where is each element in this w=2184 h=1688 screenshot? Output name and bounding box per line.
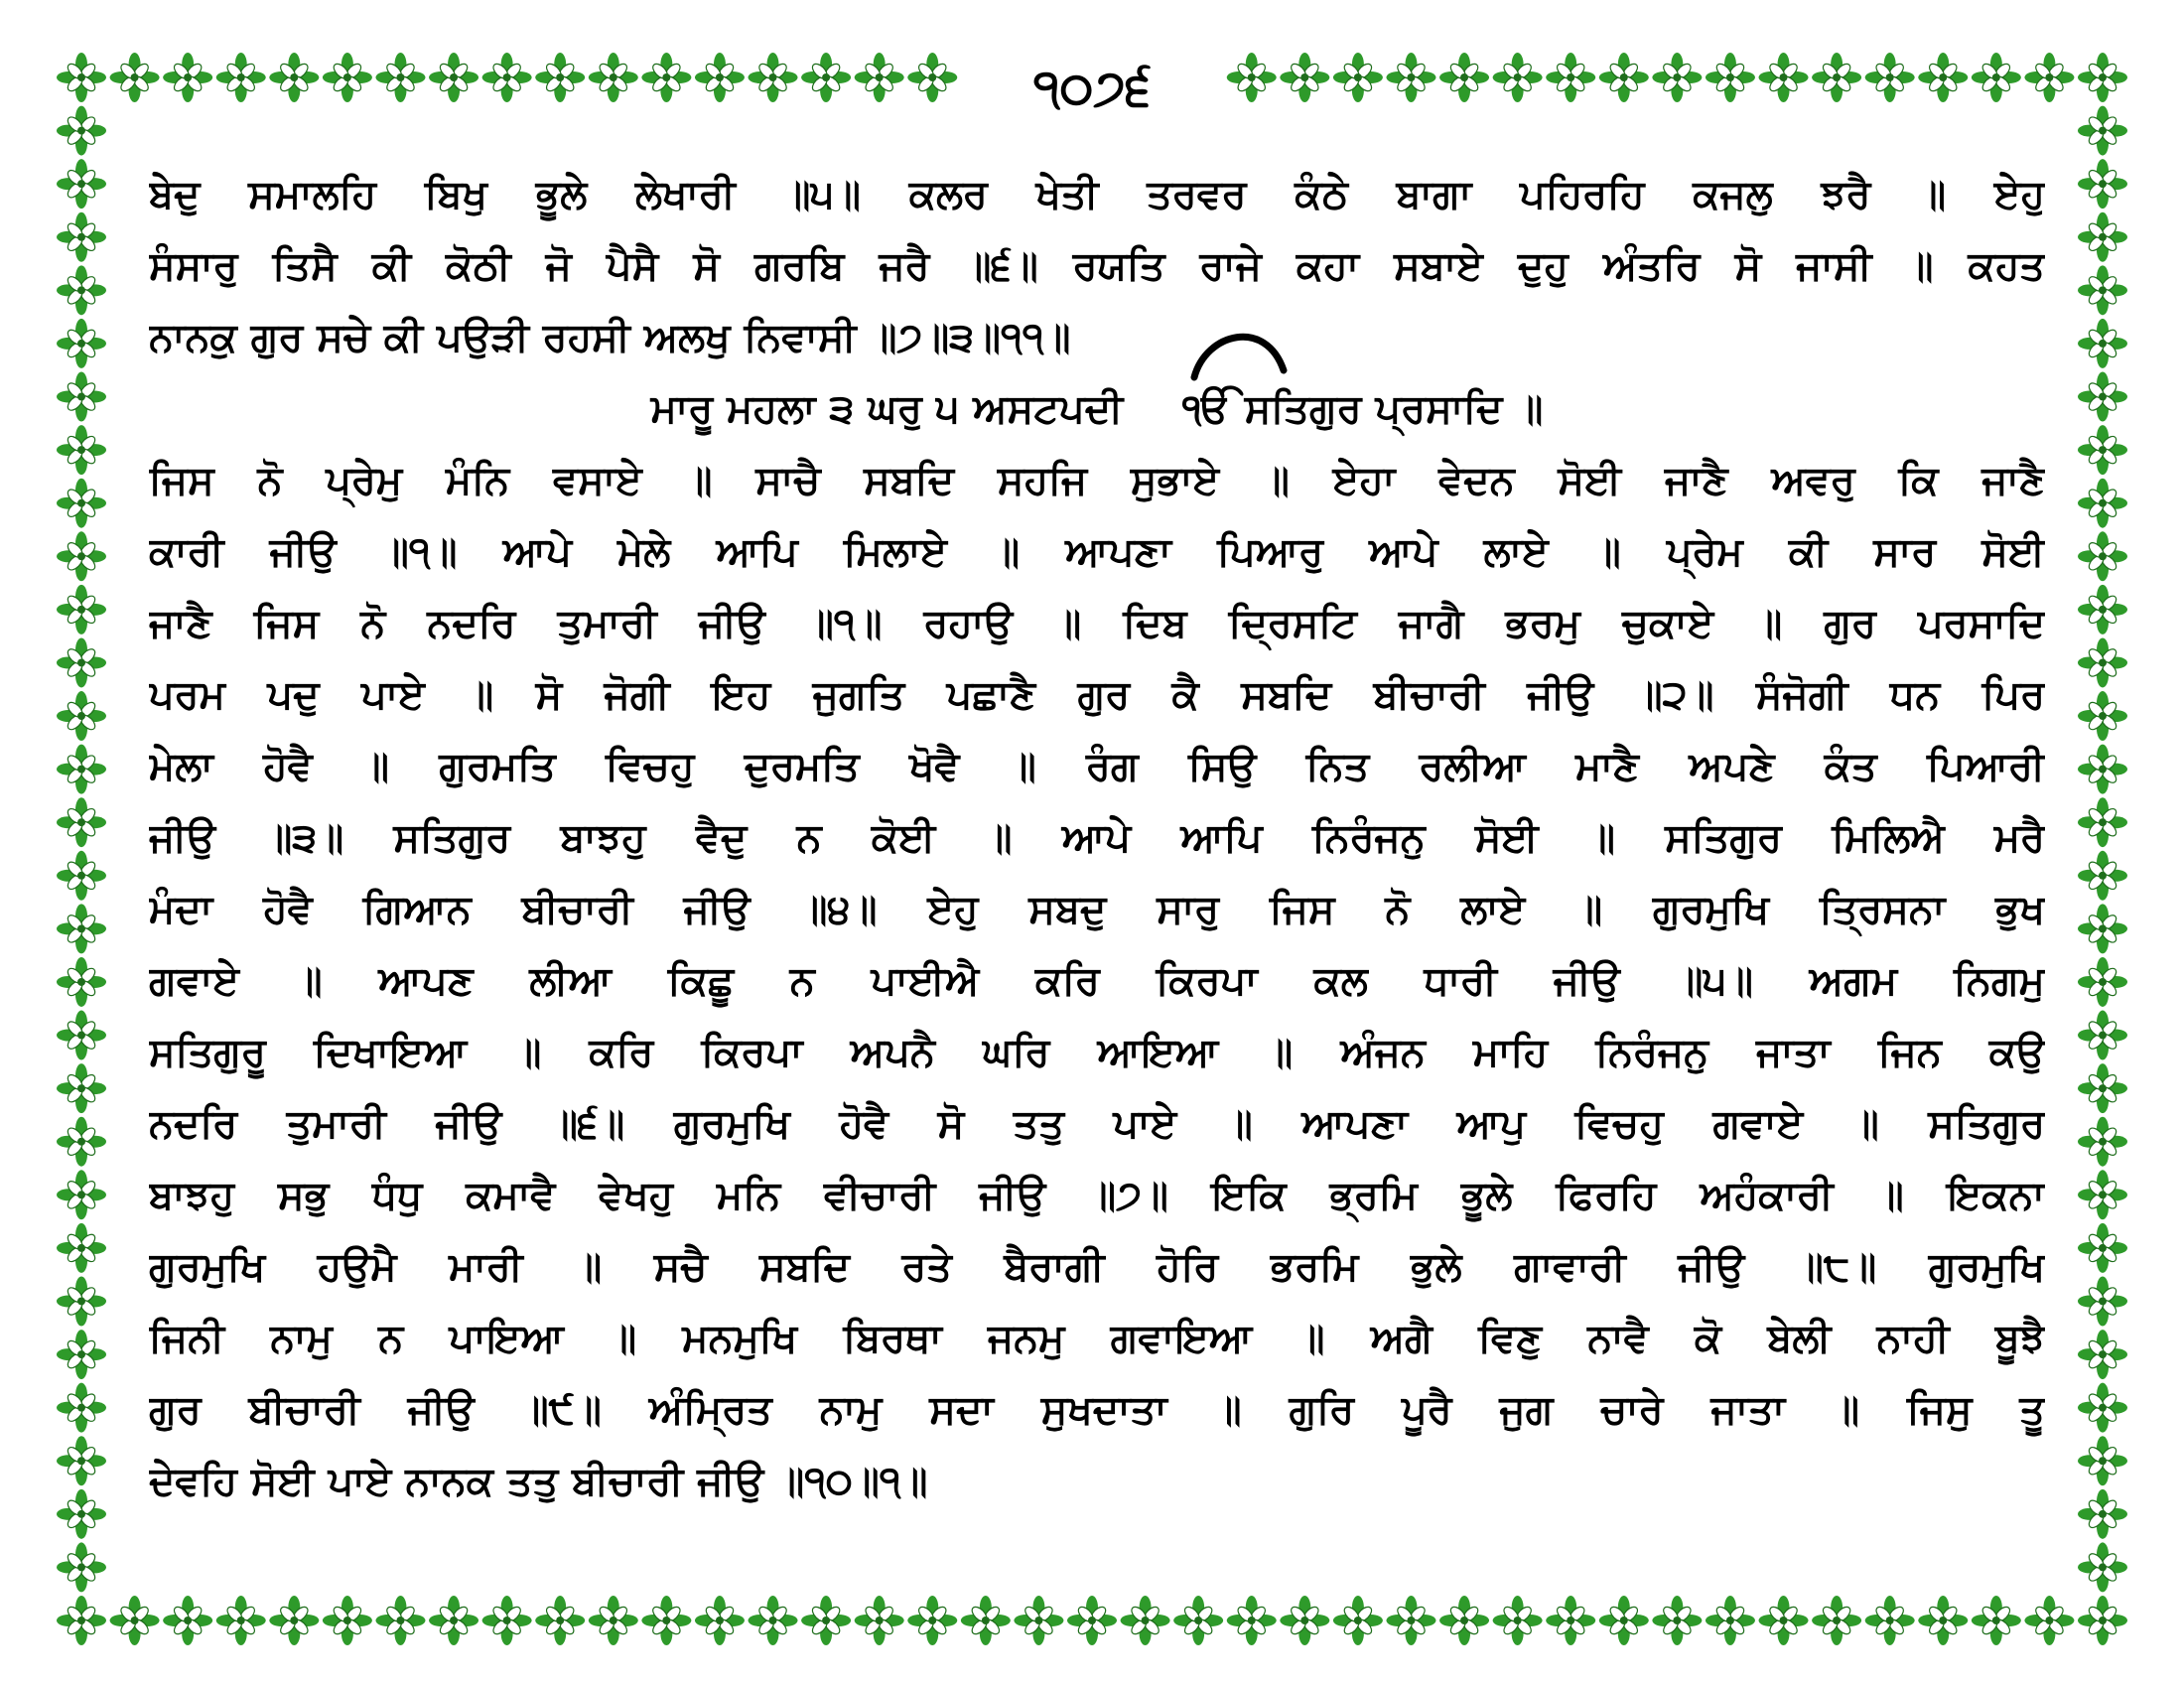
flower-icon bbox=[57, 53, 106, 102]
flower-icon bbox=[57, 159, 106, 209]
flower-icon bbox=[163, 53, 212, 102]
flower-icon bbox=[57, 904, 106, 953]
flower-icon bbox=[2078, 1223, 2127, 1273]
flower-icon bbox=[801, 53, 851, 102]
text-line: ਬਾਝਹੁ ਸਭੁ ਧੰਧੁ ਕਮਾਵੈ ਵੇਖਹੁ ਮਨਿ ਵੀਚਾਰੀ ਜੀਉ ॥੭॥ ਇਕਿ ਭ੍ਰਮਿ ਭੂਲੇ ਫਿਰਹਿ ਅਹੰਕਾਰੀ ॥ ਇਕਨਾ bbox=[149, 1173, 2045, 1218]
flower-icon bbox=[2078, 1063, 2127, 1113]
flower-icon bbox=[695, 1596, 745, 1645]
text-line: ਸਤਿਗੁਰੂ ਦਿਖਾਇਆ ॥ ਕਰਿ ਕਿਰਪਾ ਅਪਨੈ ਘਰਿ ਆਇਆ ॥ ਅੰਜਨ ਮਾਹਿ ਨਿਰੰਜਨੁ ਜਾਤਾ ਜਿਨ ਕਉ bbox=[149, 1030, 2045, 1075]
flower-icon bbox=[57, 1489, 106, 1539]
flower-icon bbox=[57, 319, 106, 368]
flower-icon bbox=[57, 479, 106, 528]
flower-icon bbox=[57, 1276, 106, 1326]
flower-icon bbox=[2024, 53, 2074, 102]
flower-icon bbox=[2078, 479, 2127, 528]
text-line: ਨਾਨਕੁ ਗੁਰ ਸਚੇ ਕੀ ਪਉੜੀ ਰਹਸੀ ਅਲਖੁ ਨਿਵਾਸੀ ॥੭॥੩॥੧੧॥ bbox=[149, 315, 1071, 360]
flower-icon bbox=[1706, 1596, 1755, 1645]
page-number: ੧੦੭੬ bbox=[993, 48, 1191, 127]
flower-icon bbox=[269, 53, 319, 102]
flower-icon bbox=[1386, 53, 1435, 102]
flower-icon bbox=[2078, 904, 2127, 953]
flower-icon bbox=[2078, 1436, 2127, 1485]
flower-icon bbox=[2078, 319, 2127, 368]
flower-icon bbox=[2078, 53, 2127, 102]
flower-icon bbox=[1652, 1596, 1702, 1645]
text-line: ਨਦਰਿ ਤੁਮਾਰੀ ਜੀਉ ॥੬॥ ਗੁਰਮੁਖਿ ਹੋਵੈ ਸੋ ਤਤੁ ਪਾਏ ॥ ਆਪਣਾ ਆਪੁ ਵਿਚਹੁ ਗਵਾਏ ॥ ਸਤਿਗੁਰ bbox=[149, 1101, 2045, 1147]
flower-icon bbox=[2078, 1489, 2127, 1539]
flower-icon bbox=[749, 1596, 798, 1645]
flower-icon bbox=[749, 53, 798, 102]
text-line: ਜਾਣੈ ਜਿਸ ਨੋ ਨਦਰਿ ਤੁਮਾਰੀ ਜੀਉ ॥੧॥ ਰਹਾਉ ॥ ਦਿਬ ਦ੍ਰਿਸਟਿ ਜਾਗੈ ਭਰਮੁ ਚੁਕਾਏ ॥ ਗੁਰ ਪਰਸਾਦਿ bbox=[149, 601, 2045, 646]
flower-icon bbox=[535, 53, 585, 102]
flower-icon bbox=[57, 1436, 106, 1485]
text-line: ਸੰਸਾਰੁ ਤਿਸੈ ਕੀ ਕੋਠੀ ਜੋ ਪੈਸੈ ਸੋ ਗਰਬਿ ਜਰੈ ॥੬॥ ਰਯਤਿ ਰਾਜੇ ਕਹਾ ਸਬਾਏ ਦੁਹੁ ਅੰਤਰਿ ਸੋ ਜਾਸੀ ॥ ਕਹਤ bbox=[149, 243, 2045, 289]
flower-icon bbox=[1706, 53, 1755, 102]
text-line: ਜਿਸ ਨੋ ਪ੍ਰੇਮੁ ਮੰਨਿ ਵਸਾਏ ॥ ਸਾਚੈ ਸਬਦਿ ਸਹਜਿ ਸੁਭਾਏ ॥ ਏਹਾ ਵੇਦਨ ਸੋਈ ਜਾਣੈ ਅਵਰੁ ਕਿ ਜਾਣੈ bbox=[149, 458, 2045, 503]
flower-icon bbox=[1333, 53, 1383, 102]
flower-icon bbox=[57, 1063, 106, 1113]
flower-icon bbox=[323, 53, 372, 102]
flower-icon bbox=[57, 265, 106, 315]
flower-icon bbox=[57, 745, 106, 794]
flower-icon bbox=[482, 53, 532, 102]
text-line: ਗੁਰਮੁਖਿ ਹਉਮੈ ਮਾਰੀ ॥ ਸਚੈ ਸਬਦਿ ਰਤੇ ਬੈਰਾਗੀ ਹੋਰਿ ਭਰਮਿ ਭੁਲੇ ਗਾਵਾਰੀ ਜੀਉ ॥੮॥ ਗੁਰਮੁਖਿ bbox=[149, 1244, 2045, 1290]
flower-icon bbox=[1067, 1596, 1117, 1645]
flower-icon bbox=[216, 1596, 266, 1645]
flower-icon bbox=[57, 585, 106, 634]
flower-icon bbox=[57, 1223, 106, 1273]
heading-raag: ਮਾਰੂ ਮਹਲਾ ੩ ਘਰੁ ੫ ਅਸਟਪਦੀ bbox=[650, 386, 1124, 432]
flower-icon bbox=[2078, 585, 2127, 634]
flower-icon bbox=[589, 53, 638, 102]
flower-icon bbox=[1386, 1596, 1435, 1645]
flower-icon bbox=[907, 1596, 957, 1645]
flower-icon bbox=[2078, 1117, 2127, 1167]
flower-icon bbox=[57, 531, 106, 581]
flower-icon bbox=[1280, 1596, 1329, 1645]
text-line: ਕਾਰੀ ਜੀਉ ॥੧॥ ਆਪੇ ਮੇਲੇ ਆਪਿ ਮਿਲਾਏ ॥ ਆਪਣਾ ਪਿਆਰੁ ਆਪੇ ਲਾਏ ॥ ਪ੍ਰੇਮ ਕੀ ਸਾਰ ਸੋਈ bbox=[149, 529, 2045, 575]
text-line: ਮੰਦਾ ਹੋਵੈ ਗਿਆਨ ਬੀਚਾਰੀ ਜੀਉ ॥੪॥ ਏਹੁ ਸਬਦੁ ਸਾਰੁ ਜਿਸ ਨੋ ਲਾਏ ॥ ਗੁਰਮੁਖਿ ਤ੍ਰਿਸਨਾ ਭੁਖ bbox=[149, 887, 2045, 932]
flower-icon bbox=[801, 1596, 851, 1645]
flower-icon bbox=[57, 1383, 106, 1433]
flower-icon bbox=[1865, 1596, 1915, 1645]
flower-icon bbox=[216, 53, 266, 102]
flower-icon bbox=[57, 106, 106, 156]
flower-icon bbox=[375, 1596, 425, 1645]
flower-icon bbox=[1599, 1596, 1649, 1645]
text-line: ਬੇਦੁ ਸਮਾਲਹਿ ਬਿਖੁ ਭੂਲੇ ਲੇਖਾਰੀ ॥੫॥ ਕਲਰ ਖੇਤੀ ਤਰਵਰ ਕੰਠੇ ਬਾਗਾ ਪਹਿਰਹਿ ਕਜਲੁ ਝਰੈ ॥ ਏਹੁ bbox=[149, 172, 2045, 217]
text-line: ਦੇਵਹਿ ਸੋਈ ਪਾਏ ਨਾਨਕ ਤਤੁ ਬੀਚਾਰੀ ਜੀਉ ॥੧੦॥੧॥ bbox=[149, 1459, 928, 1504]
flower-icon bbox=[2078, 265, 2127, 315]
flower-icon bbox=[2078, 372, 2127, 422]
flower-icon bbox=[1493, 1596, 1543, 1645]
flower-icon bbox=[2078, 212, 2127, 262]
flower-icon bbox=[641, 53, 691, 102]
flower-icon bbox=[323, 1596, 372, 1645]
text-line: ਪਰਮ ਪਦੁ ਪਾਏ ॥ ਸੋ ਜੋਗੀ ਇਹ ਜੁਗਤਿ ਪਛਾਣੈ ਗੁਰ ਕੈ ਸਬਦਿ ਬੀਚਾਰੀ ਜੀਉ ॥੨॥ ਸੰਜੋਗੀ ਧਨ ਪਿਰ bbox=[149, 672, 2045, 718]
flower-icon bbox=[429, 53, 478, 102]
flower-icon bbox=[1918, 53, 1968, 102]
flower-icon bbox=[429, 1596, 478, 1645]
flower-icon bbox=[1121, 1596, 1170, 1645]
flower-icon bbox=[1812, 53, 1861, 102]
flower-icon bbox=[2078, 745, 2127, 794]
flower-icon bbox=[2078, 851, 2127, 901]
text-line: ਗਵਾਏ ॥ ਆਪਣ ਲੀਆ ਕਿਛੂ ਨ ਪਾਈਐ ਕਰਿ ਕਿਰਪਾ ਕਲ ਧਾਰੀ ਜੀਉ ॥੫॥ ਅਗਮ ਨਿਗਮੁ bbox=[149, 958, 2045, 1004]
flower-icon bbox=[57, 1011, 106, 1060]
flower-icon bbox=[2078, 1330, 2127, 1379]
flower-icon bbox=[2078, 957, 2127, 1007]
text-line: ਜਿਨੀ ਨਾਮੁ ਨ ਪਾਇਆ ॥ ਮਨਮੁਖਿ ਬਿਰਥਾ ਜਨਮੁ ਗਵਾਇਆ ॥ ਅਗੈ ਵਿਣੁ ਨਾਵੈ ਕੋ ਬੇਲੀ ਨਾਹੀ ਬੂਝੈ bbox=[149, 1316, 2045, 1361]
flower-icon bbox=[57, 957, 106, 1007]
flower-icon bbox=[57, 637, 106, 687]
flower-icon bbox=[1227, 1596, 1277, 1645]
flower-icon bbox=[375, 53, 425, 102]
flower-icon bbox=[2078, 106, 2127, 156]
flower-icon bbox=[2078, 1383, 2127, 1433]
heading-mangal: ੴ ਸਤਿਗੁਰ ਪ੍ਰਸਾਦਿ ॥ bbox=[1182, 386, 1544, 432]
flower-icon bbox=[695, 53, 745, 102]
flower-icon bbox=[1918, 1596, 1968, 1645]
flower-icon bbox=[1439, 53, 1489, 102]
flower-icon bbox=[482, 1596, 532, 1645]
flower-icon bbox=[1546, 53, 1595, 102]
flower-icon bbox=[1972, 1596, 2021, 1645]
flower-icon bbox=[57, 425, 106, 475]
flower-icon bbox=[2078, 1542, 2127, 1592]
flower-icon bbox=[57, 1542, 106, 1592]
flower-icon bbox=[110, 1596, 160, 1645]
flower-icon bbox=[57, 797, 106, 847]
flower-icon bbox=[57, 691, 106, 741]
flower-icon bbox=[1333, 1596, 1383, 1645]
flower-icon bbox=[57, 851, 106, 901]
flower-icon bbox=[1014, 1596, 1063, 1645]
flower-icon bbox=[2078, 1276, 2127, 1326]
flower-icon bbox=[1972, 53, 2021, 102]
flower-icon bbox=[269, 1596, 319, 1645]
flower-icon bbox=[1227, 53, 1277, 102]
flower-icon bbox=[855, 1596, 904, 1645]
flower-icon bbox=[641, 1596, 691, 1645]
flower-icon bbox=[2078, 1596, 2127, 1645]
flower-icon bbox=[1599, 53, 1649, 102]
text-line: ਜੀਉ ॥੩॥ ਸਤਿਗੁਰ ਬਾਝਹੁ ਵੈਦੁ ਨ ਕੋਈ ॥ ਆਪੇ ਆਪਿ ਨਿਰੰਜਨੁ ਸੋਈ ॥ ਸਤਿਗੁਰ ਮਿਲਿਐ ਮਰੈ bbox=[149, 815, 2045, 861]
flower-icon bbox=[57, 1596, 106, 1645]
flower-icon bbox=[1280, 53, 1329, 102]
flower-icon bbox=[961, 1596, 1011, 1645]
flower-icon bbox=[855, 53, 904, 102]
flower-icon bbox=[535, 1596, 585, 1645]
flower-icon bbox=[589, 1596, 638, 1645]
flower-icon bbox=[57, 212, 106, 262]
flower-icon bbox=[57, 1170, 106, 1219]
flower-icon bbox=[1173, 1596, 1223, 1645]
flower-icon bbox=[1865, 53, 1915, 102]
flower-icon bbox=[1493, 53, 1543, 102]
section-heading bbox=[149, 373, 2045, 445]
flower-icon bbox=[1759, 1596, 1809, 1645]
flower-icon bbox=[2024, 1596, 2074, 1645]
flower-icon bbox=[110, 53, 160, 102]
flower-icon bbox=[1439, 1596, 1489, 1645]
flower-icon bbox=[163, 1596, 212, 1645]
flower-icon bbox=[2078, 797, 2127, 847]
flower-icon bbox=[2078, 425, 2127, 475]
flower-icon bbox=[57, 1117, 106, 1167]
flower-icon bbox=[907, 53, 957, 102]
flower-icon bbox=[2078, 637, 2127, 687]
flower-icon bbox=[2078, 1170, 2127, 1219]
flower-icon bbox=[1546, 1596, 1595, 1645]
flower-icon bbox=[57, 372, 106, 422]
flower-icon bbox=[1812, 1596, 1861, 1645]
flower-icon bbox=[57, 1330, 106, 1379]
flower-icon bbox=[1652, 53, 1702, 102]
scripture-text bbox=[149, 159, 2045, 1529]
flower-icon bbox=[2078, 159, 2127, 209]
text-line: ਗੁਰ ਬੀਚਾਰੀ ਜੀਉ ॥੯॥ ਅੰਮ੍ਰਿਤ ਨਾਮੁ ਸਦਾ ਸੁਖਦਾਤਾ ॥ ਗੁਰਿ ਪੂਰੈ ਜੁਗ ਚਾਰੇ ਜਾਤਾ ॥ ਜਿਸੁ ਤੂ bbox=[149, 1387, 2045, 1433]
flower-icon bbox=[2078, 691, 2127, 741]
text-line: ਮੇਲਾ ਹੋਵੈ ॥ ਗੁਰਮਤਿ ਵਿਚਹੁ ਦੁਰਮਤਿ ਖੋਵੈ ॥ ਰੰਗ ਸਿਉ ਨਿਤ ਰਲੀਆ ਮਾਣੈ ਅਪਣੇ ਕੰਤ ਪਿਆਰੀ bbox=[149, 744, 2045, 789]
flower-icon bbox=[2078, 531, 2127, 581]
flower-icon bbox=[1759, 53, 1809, 102]
flower-icon bbox=[2078, 1011, 2127, 1060]
